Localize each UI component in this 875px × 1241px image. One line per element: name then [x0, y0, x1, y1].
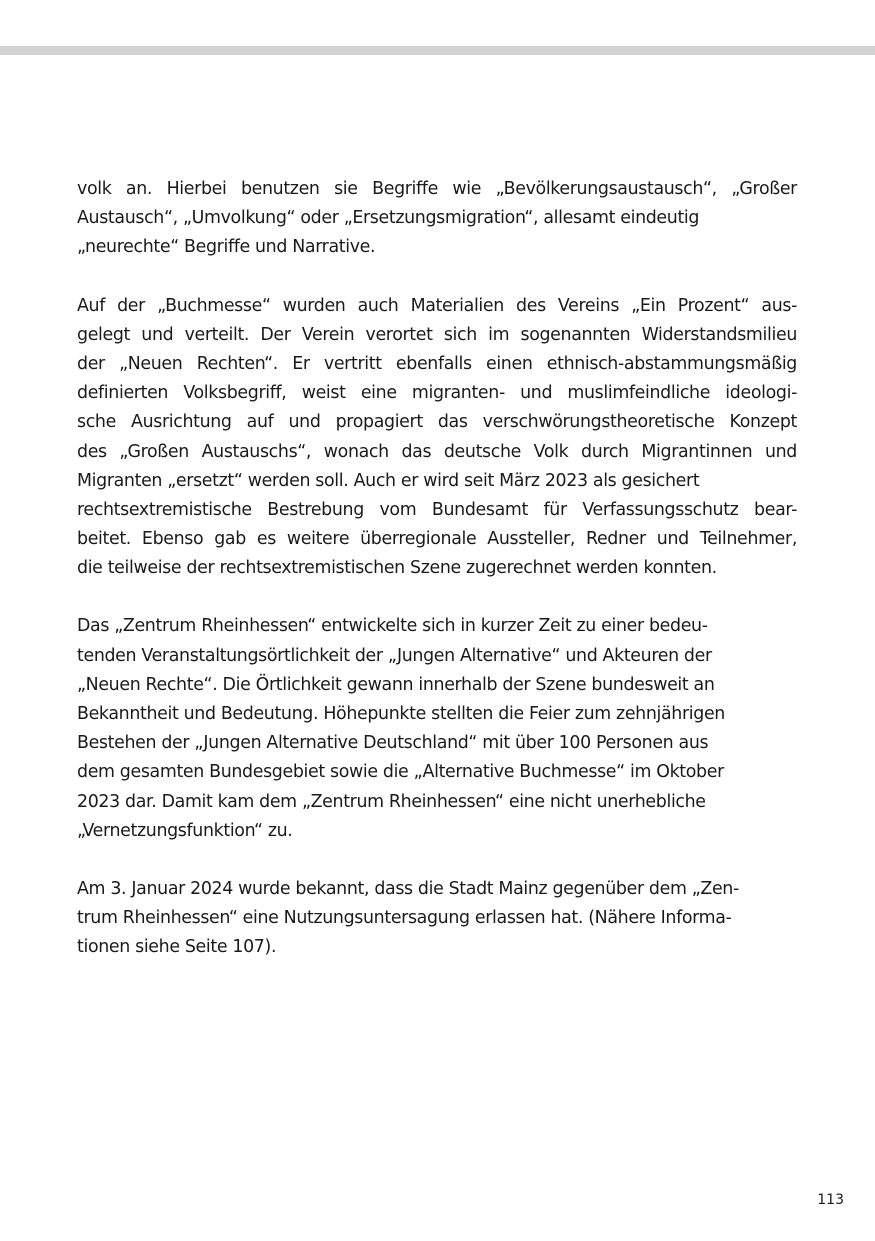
- text-line: gelegt und verteilt. Der Verein verortet sich im sogenannten Widerstandsmilieu: [77, 324, 797, 345]
- text-line: rechtsextremistische Bestrebung vom Bundesamt für Verfassungsschutz bear-: [77, 499, 797, 520]
- text-line: trum Rheinhessen“ eine Nutzungsuntersagung erlassen hat. (Nähere Informa-: [77, 908, 732, 929]
- text-line: tionen siehe Seite 107).: [77, 937, 277, 958]
- text-line: definierten Volksbegriff, weist eine migranten- und muslimfeindliche ideologi-: [77, 383, 797, 404]
- text-line: „Neuen Rechte“. Die Örtlichkeit gewann innerhalb der Szene bundesweit an: [77, 674, 715, 695]
- text-line: Bestehen der „Jungen Alternative Deutschland“ mit über 100 Personen aus: [77, 733, 709, 754]
- header-rule: [0, 46, 875, 55]
- text-line: tenden Veranstaltungsörtlichkeit der „Jungen Alternative“ und Akteuren der: [77, 645, 712, 666]
- body-text: [77, 175, 797, 992]
- text-line: 2023 dar. Damit kam dem „Zentrum Rheinhessen“ eine nicht unerhebliche: [77, 791, 706, 812]
- text-line: Das „Zentrum Rheinhessen“ entwickelte sich in kurzer Zeit zu einer bedeu-: [77, 616, 708, 637]
- paragraph: [77, 875, 797, 963]
- text-line: „Vernetzungsfunktion“ zu.: [77, 820, 293, 841]
- page-number: 113: [817, 1192, 844, 1208]
- text-line: Migranten „ersetzt“ werden soll. Auch er wird seit März 2023 als gesichert: [77, 470, 700, 491]
- text-line: der „Neuen Rechten“. Er vertritt ebenfalls einen ethnisch-abstammungsmäßig: [77, 353, 797, 374]
- paragraph: [77, 292, 797, 584]
- text-line: Auf der „Buchmesse“ wurden auch Materialien des Vereins „Ein Prozent“ aus-: [77, 295, 797, 316]
- text-line: Bekanntheit und Bedeutung. Höhepunkte stellten die Feier zum zehnjährigen: [77, 704, 725, 724]
- text-line: Austausch“, „Umvolkung“ oder „Ersetzungsmigration“, allesamt eindeutig: [77, 208, 700, 229]
- paragraph: [77, 612, 797, 846]
- text-line: volk an. Hierbei benutzen sie Begriffe wie „Bevölkerungsaustausch“, „Großer: [77, 179, 797, 199]
- text-line: des „Großen Austauschs“, wonach das deutsche Volk durch Migrantinnen und: [77, 441, 797, 462]
- text-line: dem gesamten Bundesgebiet sowie die „Alternative Buchmesse“ im Oktober: [77, 762, 724, 783]
- text-line: die teilweise der rechtsextremistischen Szene zugerechnet werden konnten.: [77, 558, 717, 579]
- text-line: sche Ausrichtung auf und propagiert das verschwörungstheoretische Konzept: [77, 412, 797, 433]
- paragraph: [77, 175, 797, 263]
- text-line: Am 3. Januar 2024 wurde bekannt, dass die Stadt Mainz gegenüber dem „Zen-: [77, 878, 739, 899]
- text-line: beitet. Ebenso gab es weitere überregionale Aussteller, Redner und Teilnehmer,: [77, 529, 797, 550]
- text-line: „neurechte“ Begriffe und Narrative.: [77, 237, 376, 258]
